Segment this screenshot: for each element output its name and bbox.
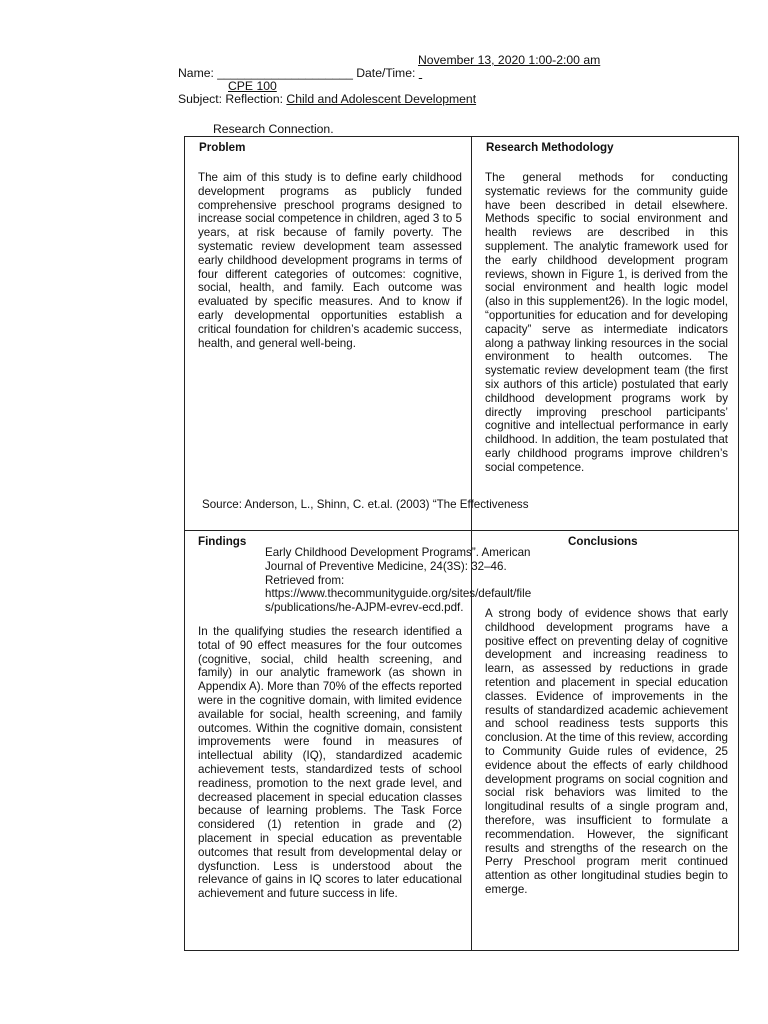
problem-text: The aim of this study is to define early childhood development programs as publicly funded comprehensive preschool programs designed to increase social competence in children, aged 3 to 5 years, at risk because of family poverty. The systematic review development team assessed early childhood development programs in terms of four different categories of outcomes: cognitive, social, health, and family. Each outcome was evaluated by specific measures. And to know if early developmental opportunities establish a critical foundation for children’s academic success, health, and general well-being. bbox=[198, 171, 462, 350]
methodology-heading: Research Methodology bbox=[486, 141, 614, 154]
table-column-divider bbox=[471, 136, 472, 951]
source-line-4: Retrieved from: bbox=[265, 573, 345, 587]
date-value: November 13, 2020 1:00-2:00 am bbox=[418, 53, 601, 67]
name-date-line bbox=[178, 66, 422, 80]
section-title: Research Connection. bbox=[213, 122, 334, 136]
source-line-1: Source: Anderson, L., Shinn, C. et.al. (2003) “The Effectiveness bbox=[202, 498, 529, 511]
source-continuation bbox=[265, 546, 531, 615]
source-line-2: Early Childhood Development Programs”. American bbox=[265, 546, 531, 559]
subject-value: Child and Adolescent Development bbox=[286, 92, 477, 106]
course-code: CPE 100 bbox=[228, 79, 277, 93]
problem-heading: Problem bbox=[199, 141, 246, 154]
date-time-blank bbox=[419, 66, 422, 80]
conclusions-heading: Conclusions bbox=[568, 535, 638, 548]
table-row-divider bbox=[184, 530, 739, 531]
name-label: Name: ____________________ Date/Time: bbox=[178, 66, 419, 80]
methodology-text: The general methods for conducting systematic reviews for the community guide have been described in detail elsewhere. Methods specific to social environment and health reviews are described in this supplement. The analytic framework used for the early childhood development program reviews, shown in Figure 1, is derived from the social environment and health logic model (also in this supplement26). In the logic model, “opportunities for education and for developing capacity” serve as intermediate indicators along a pathway linking resources in the social environment to health outcomes. The systematic review development team (the first six authors of this article) postulated that early childhood development programs work by directly improving preschool participants’ cognitive and intellectual performance in early childhood. In addition, the team postulated that early childhood programs improve children’s social competence. bbox=[485, 171, 728, 474]
source-line-3: Journal of Preventive Medicine, 24(3S): 32–46. bbox=[265, 559, 507, 573]
findings-heading: Findings bbox=[198, 535, 247, 548]
source-url-line-2: s/publications/he-AJPM-evrev-ecd.pdf. bbox=[265, 601, 464, 615]
subject-label: Subject: Reflection: bbox=[178, 92, 287, 106]
subject-line bbox=[178, 92, 476, 106]
findings-text: In the qualifying studies the research identified a total of 90 effect measures for the four outcomes (cognitive, social, child health screening, and family) in our analytic framework (as shown in Appendix A). More than 70% of the effects reported were in the cognitive domain, with limited evidence available for social, health screening, and family outcomes. Within the cognitive domain, consistent improvements were found in measures of intellectual ability (IQ), standardized academic achievement tests, standardized tests of school readiness, promotion to the next grade level, and decreased placement in special education classes because of learning problems. The Task Force considered (1) retention in grade and (2) placement in special education as preventable outcomes that result from developmental delay or dysfunction. Less is understood about the relevance of gains in IQ scores to later educational achievement and future success in life. bbox=[198, 625, 462, 901]
conclusions-text: A strong body of evidence shows that early childhood development programs have a positive effect on preventing delay of cognitive development and increasing readiness to learn, as assessed by reductions in grade retention and placement in special education classes. Evidence of improvements in the results of standardized academic achievement and school readiness tests supports this conclusion. At the time of this review, according to Community Guide rules of evidence, 25 evidence about the effects of early childhood development programs on social cognition and social risk behaviors was limited to the longitudinal results of a single program and, therefore, was insufficient to formulate a recommendation. However, the significant results and strengths of the research on the Perry Preschool program merit continued attention as other longitudinal studies begin to emerge. bbox=[485, 607, 728, 896]
source-url-line-1: https://www.thecommunityguide.org/sites/default/file bbox=[265, 587, 532, 601]
